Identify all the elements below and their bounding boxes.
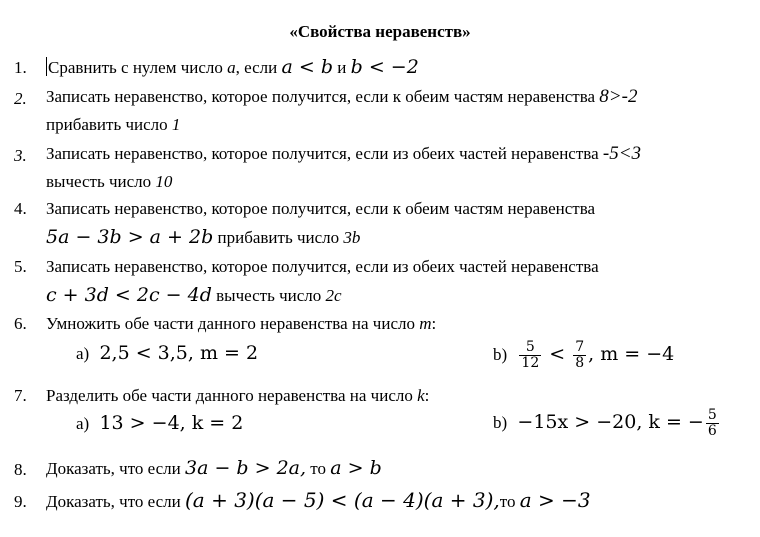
item-6-number: 6. bbox=[14, 314, 27, 333]
item-9-math-1: (a + 3)(a − 5) < (a − 4)(a + 3), bbox=[185, 488, 500, 512]
item-9-math-2: a > −3 bbox=[519, 488, 591, 512]
item-4-line-1 bbox=[46, 199, 595, 219]
item-3-line-1 bbox=[46, 143, 641, 165]
item-6-b-rest: , m = −4 bbox=[588, 342, 675, 365]
item-6-b-less-than: < bbox=[543, 342, 572, 365]
item-2-math: 8>-2 bbox=[599, 86, 638, 107]
item-2-line-2 bbox=[46, 115, 180, 135]
item-7-b-fraction: $\frac{5}{6}$ bbox=[707, 407, 717, 440]
item-3-number: 3. bbox=[14, 146, 27, 165]
item-7-line-1 bbox=[46, 386, 429, 406]
page-title: «Свойства неравенств» bbox=[289, 22, 471, 41]
item-9-text: Доказать, что если bbox=[46, 492, 185, 511]
item-2-value: 1 bbox=[171, 115, 181, 134]
item-8-math-2: a > b bbox=[330, 457, 382, 479]
item-1-text-c: и bbox=[333, 58, 351, 77]
item-2-text: Записать неравенство, которое получится, если к обеим частям неравенства bbox=[46, 87, 600, 106]
item-2-line-1 bbox=[46, 86, 637, 108]
item-6-a-label: a) bbox=[76, 344, 90, 363]
item-6-option-b bbox=[493, 340, 674, 372]
item-8-text-2: то bbox=[306, 459, 331, 478]
item-4-text-2: прибавить число bbox=[213, 228, 344, 247]
item-1-number: 1. bbox=[14, 58, 27, 77]
item-6-colon: : bbox=[431, 314, 437, 333]
item-1-var-a: a bbox=[227, 58, 236, 77]
item-7-text: Разделить обе части данного неравенства на число bbox=[46, 386, 418, 405]
item-7-b-label: b) bbox=[493, 412, 508, 432]
item-1-math-1: a < b bbox=[281, 56, 334, 78]
item-6-text: Умножить обе части данного неравенства на число bbox=[46, 314, 420, 333]
item-4-value: 3b bbox=[343, 228, 361, 247]
item-6-b-label: b) bbox=[493, 344, 508, 364]
item-5-math: c + 3d < 2c − 4d bbox=[46, 284, 212, 306]
item-5-value: 2c bbox=[325, 286, 342, 305]
item-8-text: Доказать, что если bbox=[46, 459, 185, 478]
item-5-text: Записать неравенство, которое получится, если из обеих частей неравенства bbox=[46, 257, 599, 276]
item-5-text-2: вычесть число bbox=[211, 286, 326, 305]
item-1-text-a: Сравнить с нулем число bbox=[48, 58, 228, 77]
item-2-number: 2. bbox=[14, 89, 27, 108]
item-4-line-2 bbox=[46, 226, 360, 248]
item-5-number: 5. bbox=[14, 257, 27, 276]
item-9-number: 9. bbox=[14, 492, 27, 511]
item-8-number: 8. bbox=[14, 460, 27, 479]
item-9-line bbox=[46, 488, 591, 512]
item-6-b-fraction-1: $\frac{5}{12}$ bbox=[521, 339, 540, 372]
item-7-number: 7. bbox=[14, 386, 27, 405]
item-8-line bbox=[46, 457, 382, 479]
item-7-option-b bbox=[493, 408, 721, 440]
item-1-text-b: , если bbox=[235, 58, 282, 77]
item-1-math-2: b < −2 bbox=[350, 56, 419, 78]
item-6-option-a bbox=[76, 342, 258, 364]
item-7-option-a bbox=[76, 412, 243, 434]
item-3-value: 10 bbox=[155, 172, 173, 191]
item-3-text: Записать неравенство, которое получится, если из обеих частей неравенства bbox=[46, 144, 603, 163]
item-1-line bbox=[46, 56, 419, 78]
item-7-a-math: 13 > −4, k = 2 bbox=[99, 412, 244, 434]
item-9-text-2: то bbox=[499, 492, 520, 511]
item-3-math: -5<3 bbox=[602, 143, 642, 164]
item-7-a-label: a) bbox=[76, 414, 90, 433]
item-2-text-2: прибавить число bbox=[46, 115, 172, 134]
item-7-b-math: −15x > −20, k = − bbox=[517, 410, 704, 433]
item-7-colon: : bbox=[424, 386, 430, 405]
item-5-line-1 bbox=[46, 257, 599, 277]
item-6-b-fraction-2: $\frac{7}{8}$ bbox=[575, 339, 585, 372]
item-6-line-1 bbox=[46, 314, 436, 334]
item-4-number: 4. bbox=[14, 199, 27, 218]
item-4-text: Записать неравенство, которое получится, если к обеим частям неравенства bbox=[46, 199, 596, 218]
item-7-var: k bbox=[417, 386, 425, 405]
item-5-line-2 bbox=[46, 284, 342, 306]
text-cursor bbox=[46, 57, 47, 76]
item-6-var: m bbox=[419, 314, 432, 333]
item-3-text-2: вычесть число bbox=[46, 172, 156, 191]
item-4-math: 5a − 3b > a + 2b bbox=[46, 226, 214, 248]
item-3-line-2 bbox=[46, 172, 172, 192]
item-6-a-math: 2,5 < 3,5, m = 2 bbox=[99, 342, 259, 364]
item-8-math-1: 3a − b > 2a, bbox=[185, 457, 307, 479]
